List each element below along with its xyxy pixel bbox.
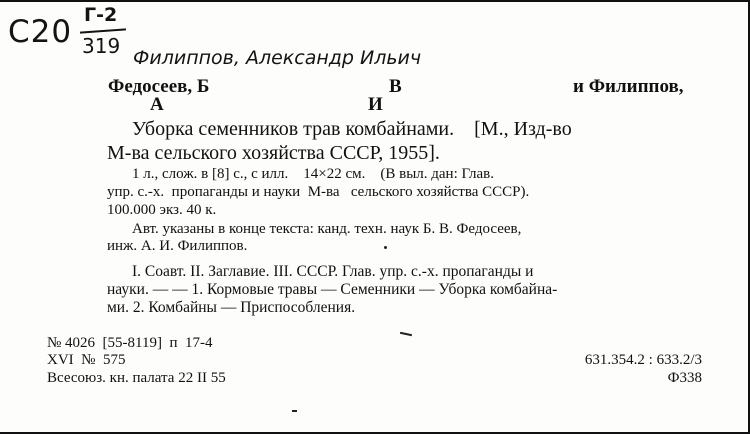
note-line-1: Авт. указаны в конце текста: канд. техн. наук Б. В. Федосеев, [132,221,522,237]
handwritten-shelf-mark: С20 [8,14,73,50]
stray-mark-2 [292,410,297,412]
description-line-1: 1 л., слож. в [8] с., с илл. 14×22 см. (В выл. дан: Глав. [132,166,495,182]
tracings-line-1: I. Соавт. II. Заглавие. III. СССР. Глав. упр. с.-х. пропаганды и [132,263,534,280]
footer-left-line-2: XVI № 575 [47,352,126,368]
stray-mark-1 [400,332,412,336]
heading-author1-initial2: А [150,94,164,115]
handwritten-author-note: Филиппов, Александр Ильич [133,47,422,69]
description-line-3: 100.000 экз. 40 к. [107,202,217,218]
heading-author1-surname: Федосеев, Б [108,76,210,97]
card-border-top [0,0,750,2]
heading-author2-surname: и Филиппов, [573,76,684,97]
heading-author2-initial2: И [368,94,383,115]
handwritten-fraction-bar [80,28,126,33]
title-line-2: М-ва сельского хозяйства СССР, 1955]. [107,142,440,164]
heading-author2-initial1: В [389,76,402,97]
classification-code: Ф338 [667,370,702,386]
tracings-line-2: науки. — — 1. Кормовые травы — Семенники — Уборка комбайна- [107,281,558,298]
classification-udc: 631.354.2 : 633.2/3 [584,352,702,368]
stray-mark-3 [384,246,387,249]
tracings-line-3: ми. 2. Комбайны — Приспособления. [107,299,356,316]
footer-left-line-1: № 4026 [55-8119] п 17-4 [47,335,213,351]
handwritten-fraction-top: Г-2 [84,4,118,26]
note-line-2: инж. А. И. Филиппов. [107,238,248,254]
description-line-2: упр. с.-х. пропаганды и науки М-ва сельского хозяйства СССР). [107,184,530,200]
title-line-1: Уборка семенников трав комбайнами. [М., Изд-во [132,118,572,140]
footer-left-line-3: Всесоюз. кн. палата 22 II 55 [47,370,226,386]
handwritten-fraction-bottom: 319 [82,34,121,58]
